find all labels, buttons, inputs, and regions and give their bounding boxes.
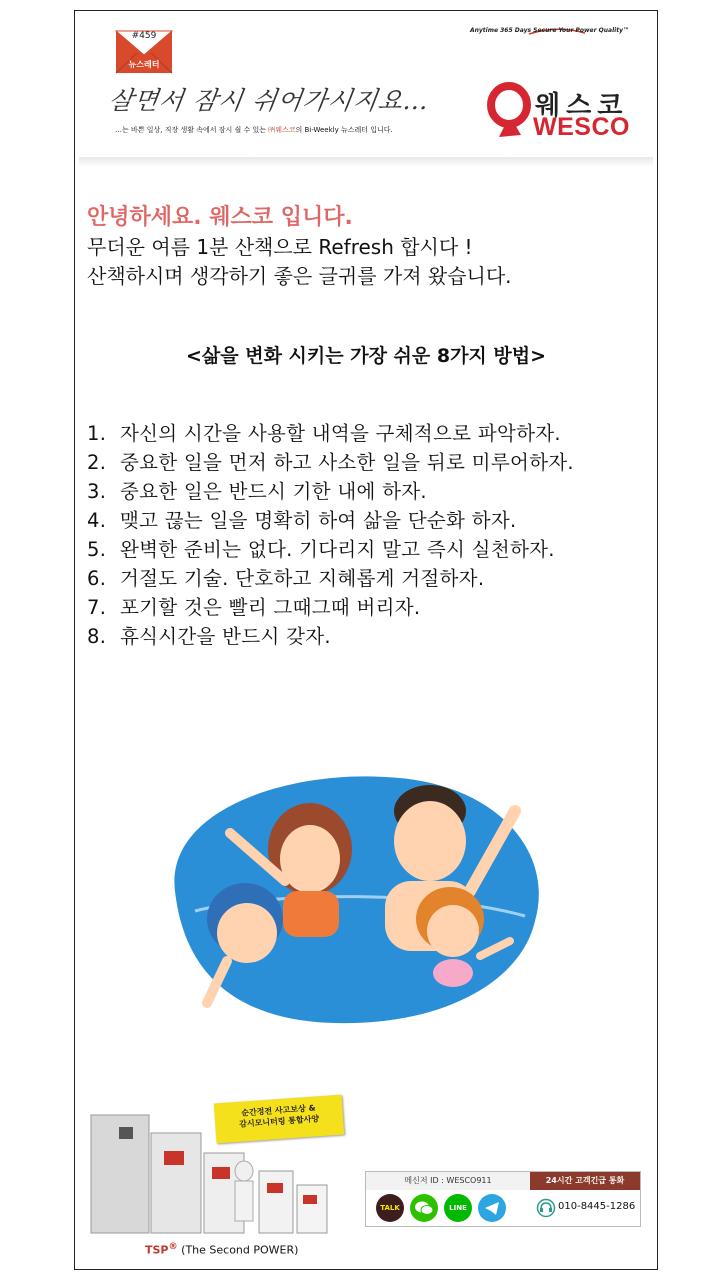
greeting	[87, 203, 647, 291]
header-divider	[79, 157, 653, 167]
list-item: 2. 중요한 일을 먼저 하고 사소한 일을 뒤로 미루어하자.	[87, 451, 574, 474]
wesco-logo-mark	[485, 81, 533, 141]
hotline-label: 24시간 고객긴급 통화	[530, 1172, 640, 1190]
family-swimming-illustration	[135, 741, 555, 1041]
list-title: <삶을 변화 시키는 가장 쉬운 8가지 방법>	[185, 345, 547, 367]
list-item: 5. 완벽한 준비는 없다. 기다리지 말고 즉시 실천하자.	[87, 538, 555, 561]
wechat-icon[interactable]	[410, 1194, 438, 1222]
newsletter-header	[75, 11, 657, 171]
list-item: 1. 자신의 시간을 사용할 내역을 구체적으로 파악하자.	[87, 422, 561, 445]
messenger-id: 메신저 ID : WESCO911	[366, 1172, 530, 1190]
phone-contact[interactable]	[534, 1196, 638, 1220]
logo-korean: 웨스코	[535, 91, 629, 121]
product-caption: TSP® (The Second POWER)	[145, 1241, 299, 1257]
list-item: 4. 맺고 끊는 일을 명확히 하여 삶을 단순화 하자.	[87, 509, 517, 532]
list-item: 3. 중요한 일은 반드시 기한 내에 하자.	[87, 480, 427, 503]
tips-list	[87, 419, 647, 651]
tagline: Anytime 365 Days Secure Your Power Quality™	[469, 27, 629, 34]
newsletter-frame	[74, 10, 658, 1270]
greeting-line-1: 안녕하세요. 웨스코 입니다.	[87, 205, 353, 230]
greeting-line-3: 산책하시며 생각하기 좋은 글귀를 가져 왔습니다.	[87, 264, 512, 288]
kakaotalk-icon[interactable]: TALK	[376, 1194, 404, 1222]
header-subline: …는 바쁜 일상, 직장 생활 속에서 잠시 쉴 수 있는 ㈜웨스코의 Bi-Weekly 뉴스레터 입니다.	[115, 126, 393, 134]
list-item: 7. 포기할 것은 빨리 그때그때 버리자.	[87, 596, 421, 619]
telegram-icon[interactable]	[478, 1194, 506, 1222]
headline: 살면서 잠시 쉬어가시지요…	[106, 86, 432, 115]
greeting-line-2: 무더운 여름 1분 산책으로 Refresh 합시다 !	[87, 235, 473, 259]
newsletter-badge: 뉴스레터	[128, 60, 160, 69]
phone-number: 010-8445-1286	[558, 1201, 636, 1212]
list-item: 8. 휴식시간을 반드시 갖자.	[87, 625, 331, 648]
line-icon[interactable]: LINE	[444, 1194, 472, 1222]
issue-number: #459	[131, 31, 157, 41]
wesco-logo	[485, 77, 645, 147]
promo-text: 순간정전 사고보상 & 감시모니터링 통합사양	[238, 1103, 320, 1129]
contact-box	[365, 1171, 641, 1227]
headset-icon	[536, 1198, 556, 1218]
list-item: 6. 거절도 기술. 단호하고 지혜롭게 거절하자.	[87, 567, 485, 590]
logo-english: WESCO	[533, 113, 630, 141]
